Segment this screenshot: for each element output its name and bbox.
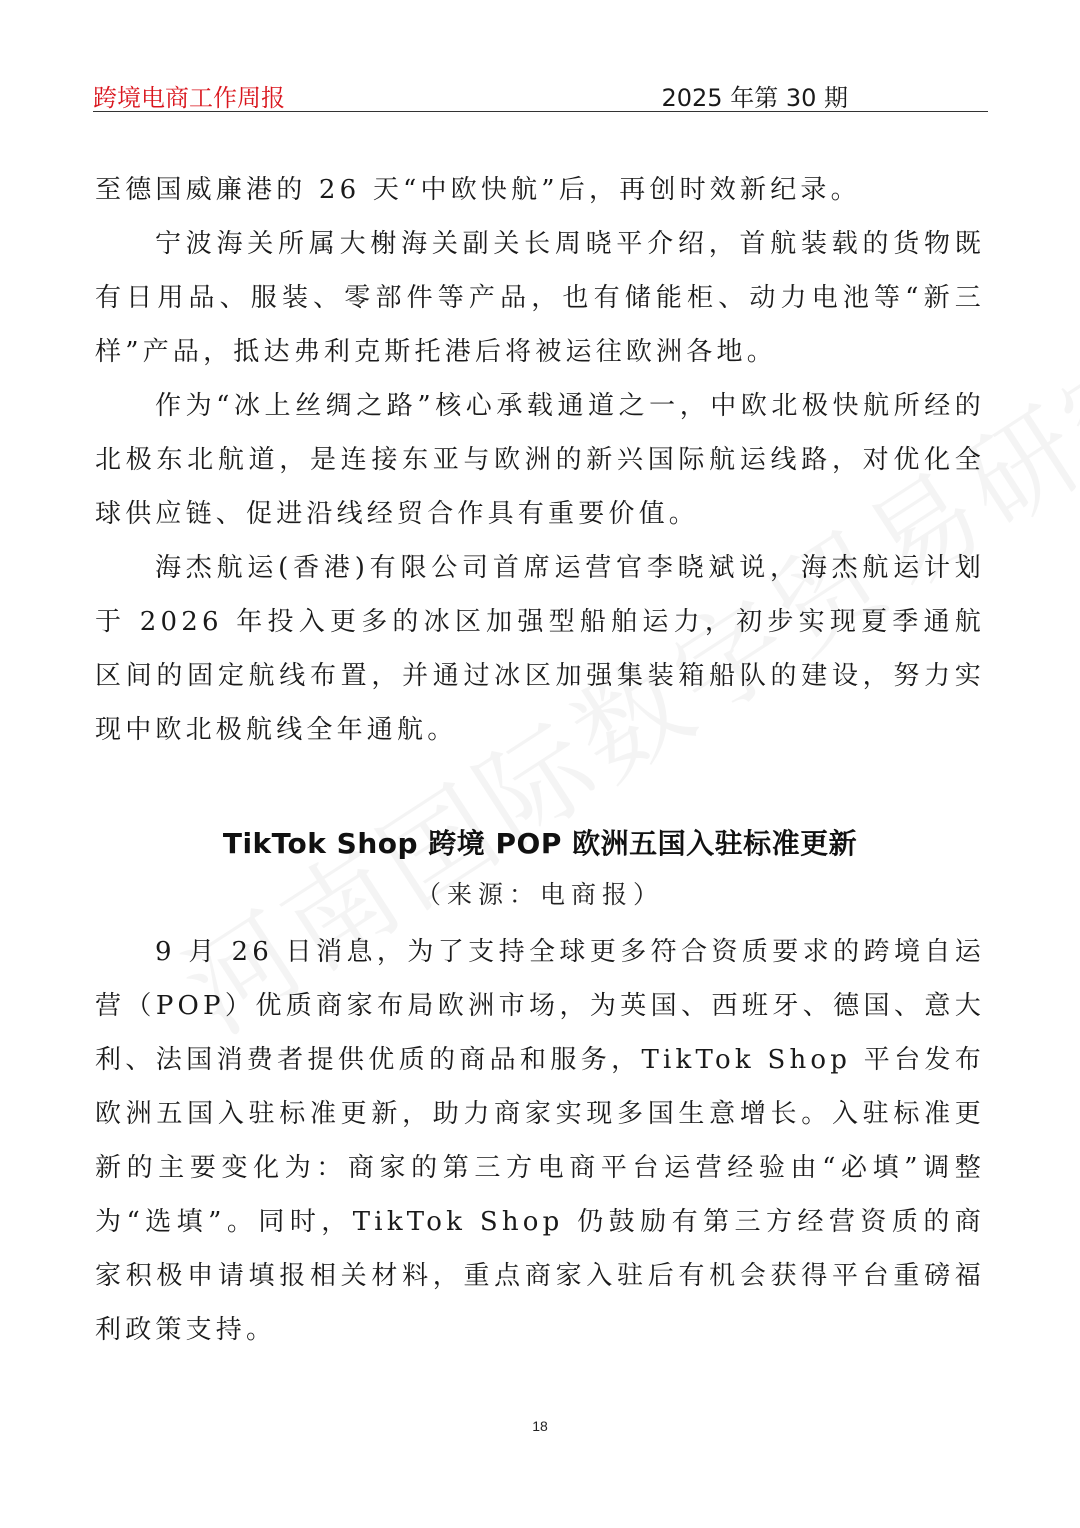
paragraph: 宁波海关所属大榭海关副关长周晓平介绍，首航装载的货物既有日用品、服装、零部件等产品，也有储能柜、动力电池等“新三样”产品，抵达弗利克斯托港后将被运往欧洲各地。 (95, 229, 985, 367)
paragraph: 9 月 26 日消息，为了支持全球更多符合资质要求的跨境自运营（POP）优质商家布局欧洲市场，为英国、西班牙、德国、意大利、法国消费者提供优质的商品和服务，TikTok Shop 平台发布欧洲五国入驻标准更新，助力商家实现多国生意增长。入驻标准更新的主要变化为：商家的第三方电商平台运营经验由“必填”调整为“选填”。同时，TikTok Shop 仍鼓励有第三方经营资质的商家积极申请填报相关材料，重点商家入驻后有机会获得平台重磅福利政策支持。 (95, 937, 985, 1345)
paragraph: 作为“冰上丝绸之路”核心承载通道之一，中欧北极快航所经的北极东北航道，是连接东亚与欧洲的新兴国际航运线路，对优化全球供应链、促进沿线经贸合作具有重要价值。 (95, 391, 985, 529)
issue-number: 2025 年第 30 期 (661, 84, 848, 112)
paragraph: 海杰航运(香港)有限公司首席运营官李晓斌说，海杰航运计划于 2026 年投入更多的冰区加强型船舶运力，初步实现夏季通航区间的固定航线布置，并通过冰区加强集装箱船队的建设，努力实现中欧北极航线全年通航。 (95, 553, 985, 745)
paragraph: 至德国威廉港的 26 天“中欧快航”后，再创时效新纪录。 (95, 175, 861, 205)
publication-title: 跨境电商工作周报 (93, 84, 285, 112)
section-body (95, 163, 985, 757)
header-divider (93, 111, 988, 112)
article-title: TikTok Shop 跨境 POP 欧洲五国入驻标准更新 (222, 827, 858, 860)
article-body (95, 925, 985, 1357)
article-source: （来源：电商报） (415, 880, 664, 909)
page-number: 18 (532, 1418, 548, 1434)
page-header (93, 76, 988, 112)
